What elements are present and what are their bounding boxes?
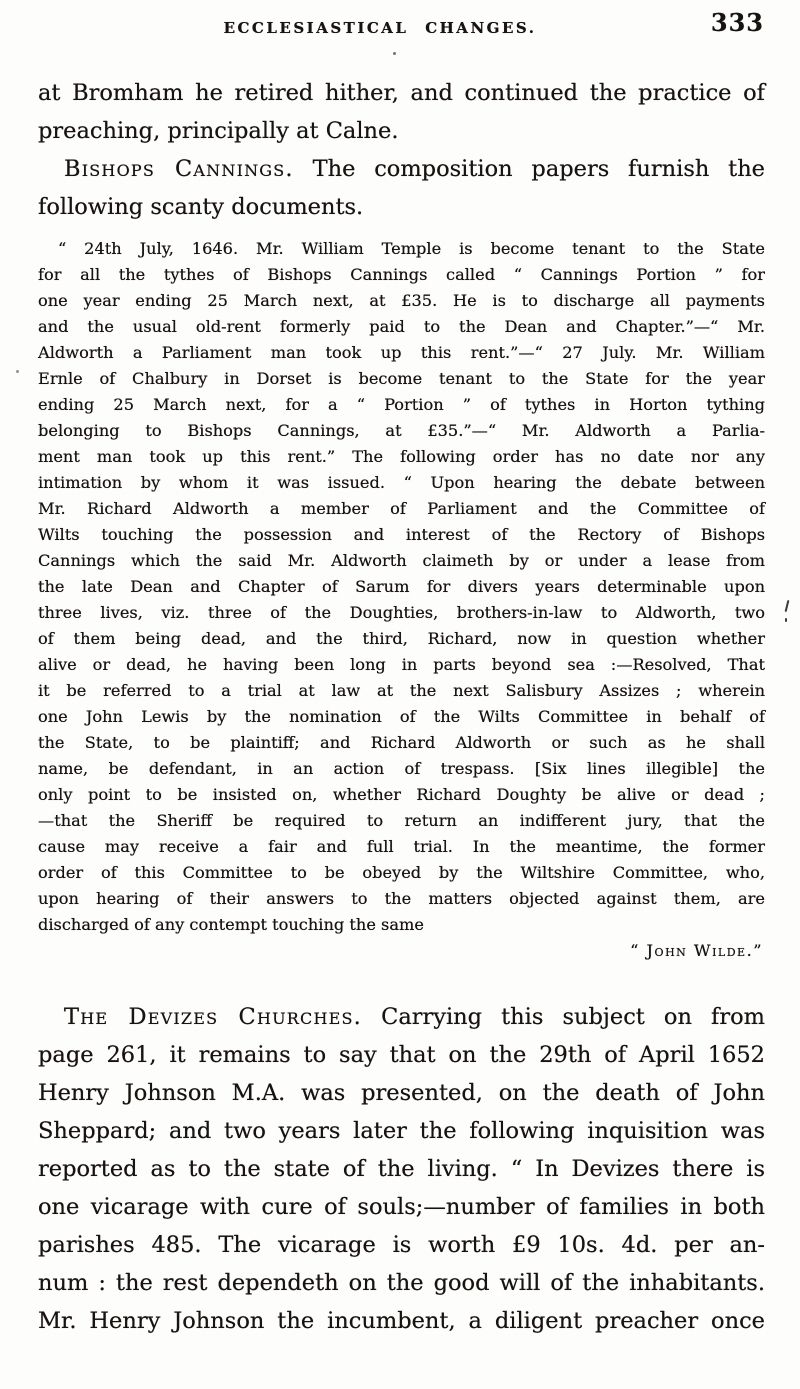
line-text: The composition papers furnish the [293,156,765,182]
text-line: following scanty documents. [38,194,364,220]
header-title: ECCLESIASTICAL CHANGES. [223,19,537,37]
text-line: cause may receive a fair and full trial. In the meantime, the former [38,837,765,856]
text-line: the State, to be plaintiff; and Richard Aldworth or such as he shall [38,733,765,752]
text-line: intimation by whom it was issued. “ Upon hearing the debate between [38,473,765,492]
text-line: ending 25 March next, for a “ Portion ” of tythes in Horton tything [38,395,765,414]
page-content [38,62,765,1340]
text-line: at Bromham he retired hither, and continued the practice of [38,80,765,106]
paragraph-bromham [38,74,765,150]
paragraph-lines [38,74,765,150]
text-line: page 261, it remains to say that on the 29th of April 1652 [38,1042,765,1068]
text-line: it be referred to a trial at law at the next Salisbury Assizes ; wherein [38,681,765,700]
text-line: Ernle of Chalbury in Dorset is become tenant to the State for the year [38,369,765,388]
running-header [0,18,800,37]
text-line: reported as to the state of the living. “ In Devizes there is [38,1156,765,1182]
smallcaps-heading-bishops-cannings: Bishops Cannings. [64,156,294,182]
text-line: Mr. Richard Aldworth a member of Parliament and the Committee of [38,499,765,518]
text-line: three lives, viz. three of the Doughties, brothers-in-law to Aldworth, two [38,603,765,622]
text-line: Henry Johnson M.A. was presented, on the death of John [38,1080,765,1106]
text-line: alive or dead, he having been long in parts beyond sea :—Resolved, That [38,655,765,674]
text-line: Cannings which the said Mr. Aldworth claimeth by or under a lease from [38,551,765,570]
margin-ink-artifact [785,600,790,612]
quote-signature: “ John Wilde.” [630,941,763,960]
text-line [38,998,765,1036]
scan-speck [16,370,19,373]
line-text: Carrying this subject on from [362,1004,765,1030]
text-line: preaching, principally at Calne. [38,118,399,144]
quote-lines [38,236,765,938]
text-line: of them being dead, and the third, Richard, now in question whether [38,629,765,648]
text-line: num : the rest dependeth on the good will of the inhabitants. [38,1270,765,1296]
text-line: one year ending 25 March next, at £35. He is to discharge all payments [38,291,765,310]
text-line: parishes 485. The vicarage is worth £9 10s. 4d. per an- [38,1232,765,1258]
text-line [38,150,765,188]
text-line: discharged of any contempt touching the same [38,915,424,934]
text-line: Wilts touching the possession and interest of the Rectory of Bishops [38,525,765,544]
text-line: and the usual old-rent formerly paid to the Dean and Chapter.”—“ Mr. [38,317,765,336]
text-line: for all the tythes of Bishops Cannings called “ Cannings Portion ” for [38,265,765,284]
text-line: Sheppard; and two years later the following inquisition was [38,1118,765,1144]
smallcaps-heading-devizes-churches: The Devizes Churches. [64,1004,363,1030]
text-line: order of this Committee to be obeyed by the Wiltshire Committee, who, [38,863,765,882]
text-line: only point to be insisted on, whether Richard Doughty be alive or dead ; [38,785,765,804]
text-line: “ 24th July, 1646. Mr. William Temple is become tenant to the State [58,239,765,258]
paragraph-bishops-cannings [38,150,765,226]
text-line: upon hearing of their answers to the matters objected against them, are [38,889,765,908]
page-number: 333 [710,8,764,37]
paragraph-lines [38,188,765,226]
text-line: the late Dean and Chapter of Sarum for divers years determinable upon [38,577,765,596]
text-line: name, be defendant, in an action of trespass. [Six lines illegible] the [38,759,765,778]
paragraph-lines [38,1036,765,1340]
margin-ink-artifact-dot [785,618,787,622]
scan-speck [393,52,396,55]
text-line: Aldworth a Parliament man took up this rent.”—“ 27 July. Mr. William [38,343,765,362]
text-line: Mr. Henry Johnson the incumbent, a diligent preacher once [38,1308,765,1334]
text-line: —that the Sheriff be required to return an indifferent jury, that the [38,811,765,830]
text-line: one John Lewis by the nomination of the Wilts Committee in behalf of [38,707,765,726]
text-line: ment man took up this rent.” The following order has no date nor any [38,447,765,466]
text-line: one vicarage with cure of souls;—number of families in both [38,1194,765,1220]
text-line: belonging to Bishops Cannings, at £35.”—“ Mr. Aldworth a Parlia- [38,421,765,440]
paragraph-devizes-churches [38,998,765,1340]
blockquote-composition-papers [38,236,765,964]
